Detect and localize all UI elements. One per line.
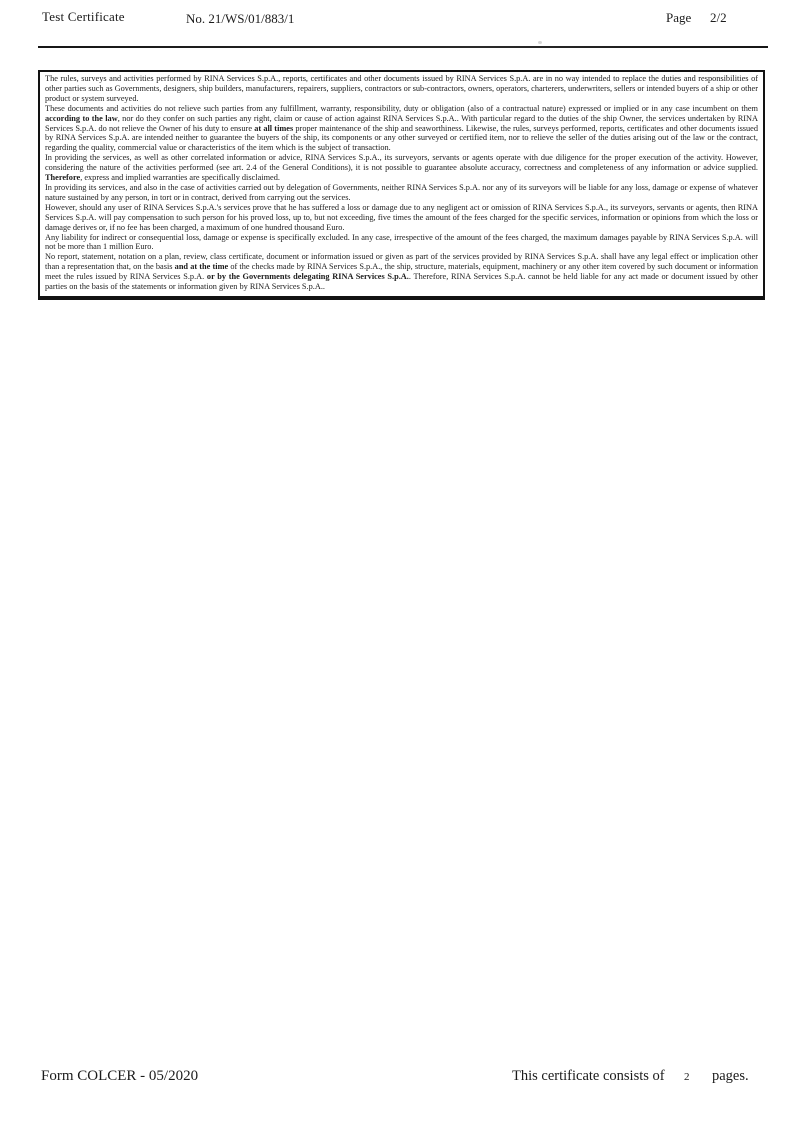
doc-type-label: Test Certificate	[42, 9, 125, 24]
pages-suffix-text: pages.	[712, 1068, 749, 1084]
pages-count-value: 2	[684, 1071, 690, 1083]
form-code: Form COLCER - 05/2020	[41, 1068, 199, 1084]
disclaimer-paragraph: No report, statement, notation on a plan, review, class certificate, document or information issued or given as part of the services provided by RINA Services S.p.A. shall have any legal effect or implication other than a representation that, on the basis and at the time of the checks made by RINA Services S.p.A., the ship, structure, materials, equipment, machinery or any other item covered by such document or information meet the rules issued by RINA Services S.p.A. or by the Governments delegating RINA Services S.p.A.. Therefore, RINA Services S.p.A. cannot be held liable for any act made or document issued by other parties on the basis of the statements or information given by RINA Services S.p.A..	[45, 252, 759, 292]
disclaimer-paragraph: In providing its services, and also in the case of activities carried out by delegation of Governments, neither RINA Services S.p.A. nor any of its surveyors will be liable for any loss, damage or expense of whatever nature sustained by any person, in tort or in contract, derived from carrying out the services.	[45, 182, 758, 202]
disclaimer-paragraph: In providing the services, as well as other correlated information or advice, RINA Services S.p.A., its surveyors, servants or agents operate with due diligence for the proper execution of the activity. However, considering the nature of the activities performed (see art. 2.4 of the General Conditions), it is not possible to guarantee absolute accuracy, correctness and completeness of any information or advice supplied. Therefore, express and implied warranties are specifically disclaimed.	[45, 153, 758, 183]
disclaimer-paragraph: These documents and activities do not relieve such parties from any fulfillment, warranty, responsibility, duty or obligation (also of a contractual nature) expressed or implied or in any case incumbent on them according to the law, nor do they confer on such parties any right, claim or cause of action against RINA Services S.p.A.. With particular regard to the duties of the ship Owner, the services undertaken by RINA Services S.p.A. do not relieve the Owner of his duty to ensure at all times proper maintenance of the ship and seaworthiness. Likewise, the rules, surveys performed, reports, certificates and other documents issued by RINA Services S.p.A. are intended neither to guarantee the buyers of the ship, its components or any other surveyed or certified item, nor to relieve the seller of the duties arising out of the law or the contract, regarding the quality, commercial value or characteristics of the item which is the subject of transaction.	[45, 103, 759, 153]
page-label: Page	[666, 10, 692, 25]
header-divider	[38, 46, 768, 48]
disclaimer-box	[38, 70, 765, 300]
certificate-number: No. 21/WS/01/883/1	[186, 11, 295, 26]
disclaimer-text	[45, 74, 758, 292]
scan-artifact-dot	[538, 41, 542, 44]
page-number: 2/2	[710, 10, 727, 25]
consists-of-text: This certificate consists of	[512, 1068, 665, 1084]
disclaimer-paragraph: Any liability for indirect or consequential loss, damage or expense is specifically excluded. In any case, irrespective of the amount of the fees charged, the maximum damages payable by RINA Services S.p.A. will not be more than 1 million Euro.	[45, 232, 758, 252]
disclaimer-paragraph: However, should any user of RINA Services S.p.A.'s services prove that he has suffered a loss or damage due to any negligent act or omission of RINA Services S.p.A., its surveyors, servants or agents, then RINA Services S.p.A. will pay compensation to such person for his proved loss, up to, but not exceeding, five times the amount of the fees charged for the specific services, information or opinions from which the loss or damage derives or, if no fee has been charged, a maximum of one hundred thousand Euro.	[45, 202, 758, 232]
disclaimer-paragraph: The rules, surveys and activities performed by RINA Services S.p.A., reports, certificates and other documents issued by RINA Services S.p.A. are in no way intended to replace the duties and responsibilities of other parties such as Governments, designers, ship builders, manufacturers, repairers, suppliers, contractors or sub-contractors, owners, operators, charterers, underwriters, sellers or intended buyers of a ship or other product or system surveyed.	[45, 74, 758, 103]
